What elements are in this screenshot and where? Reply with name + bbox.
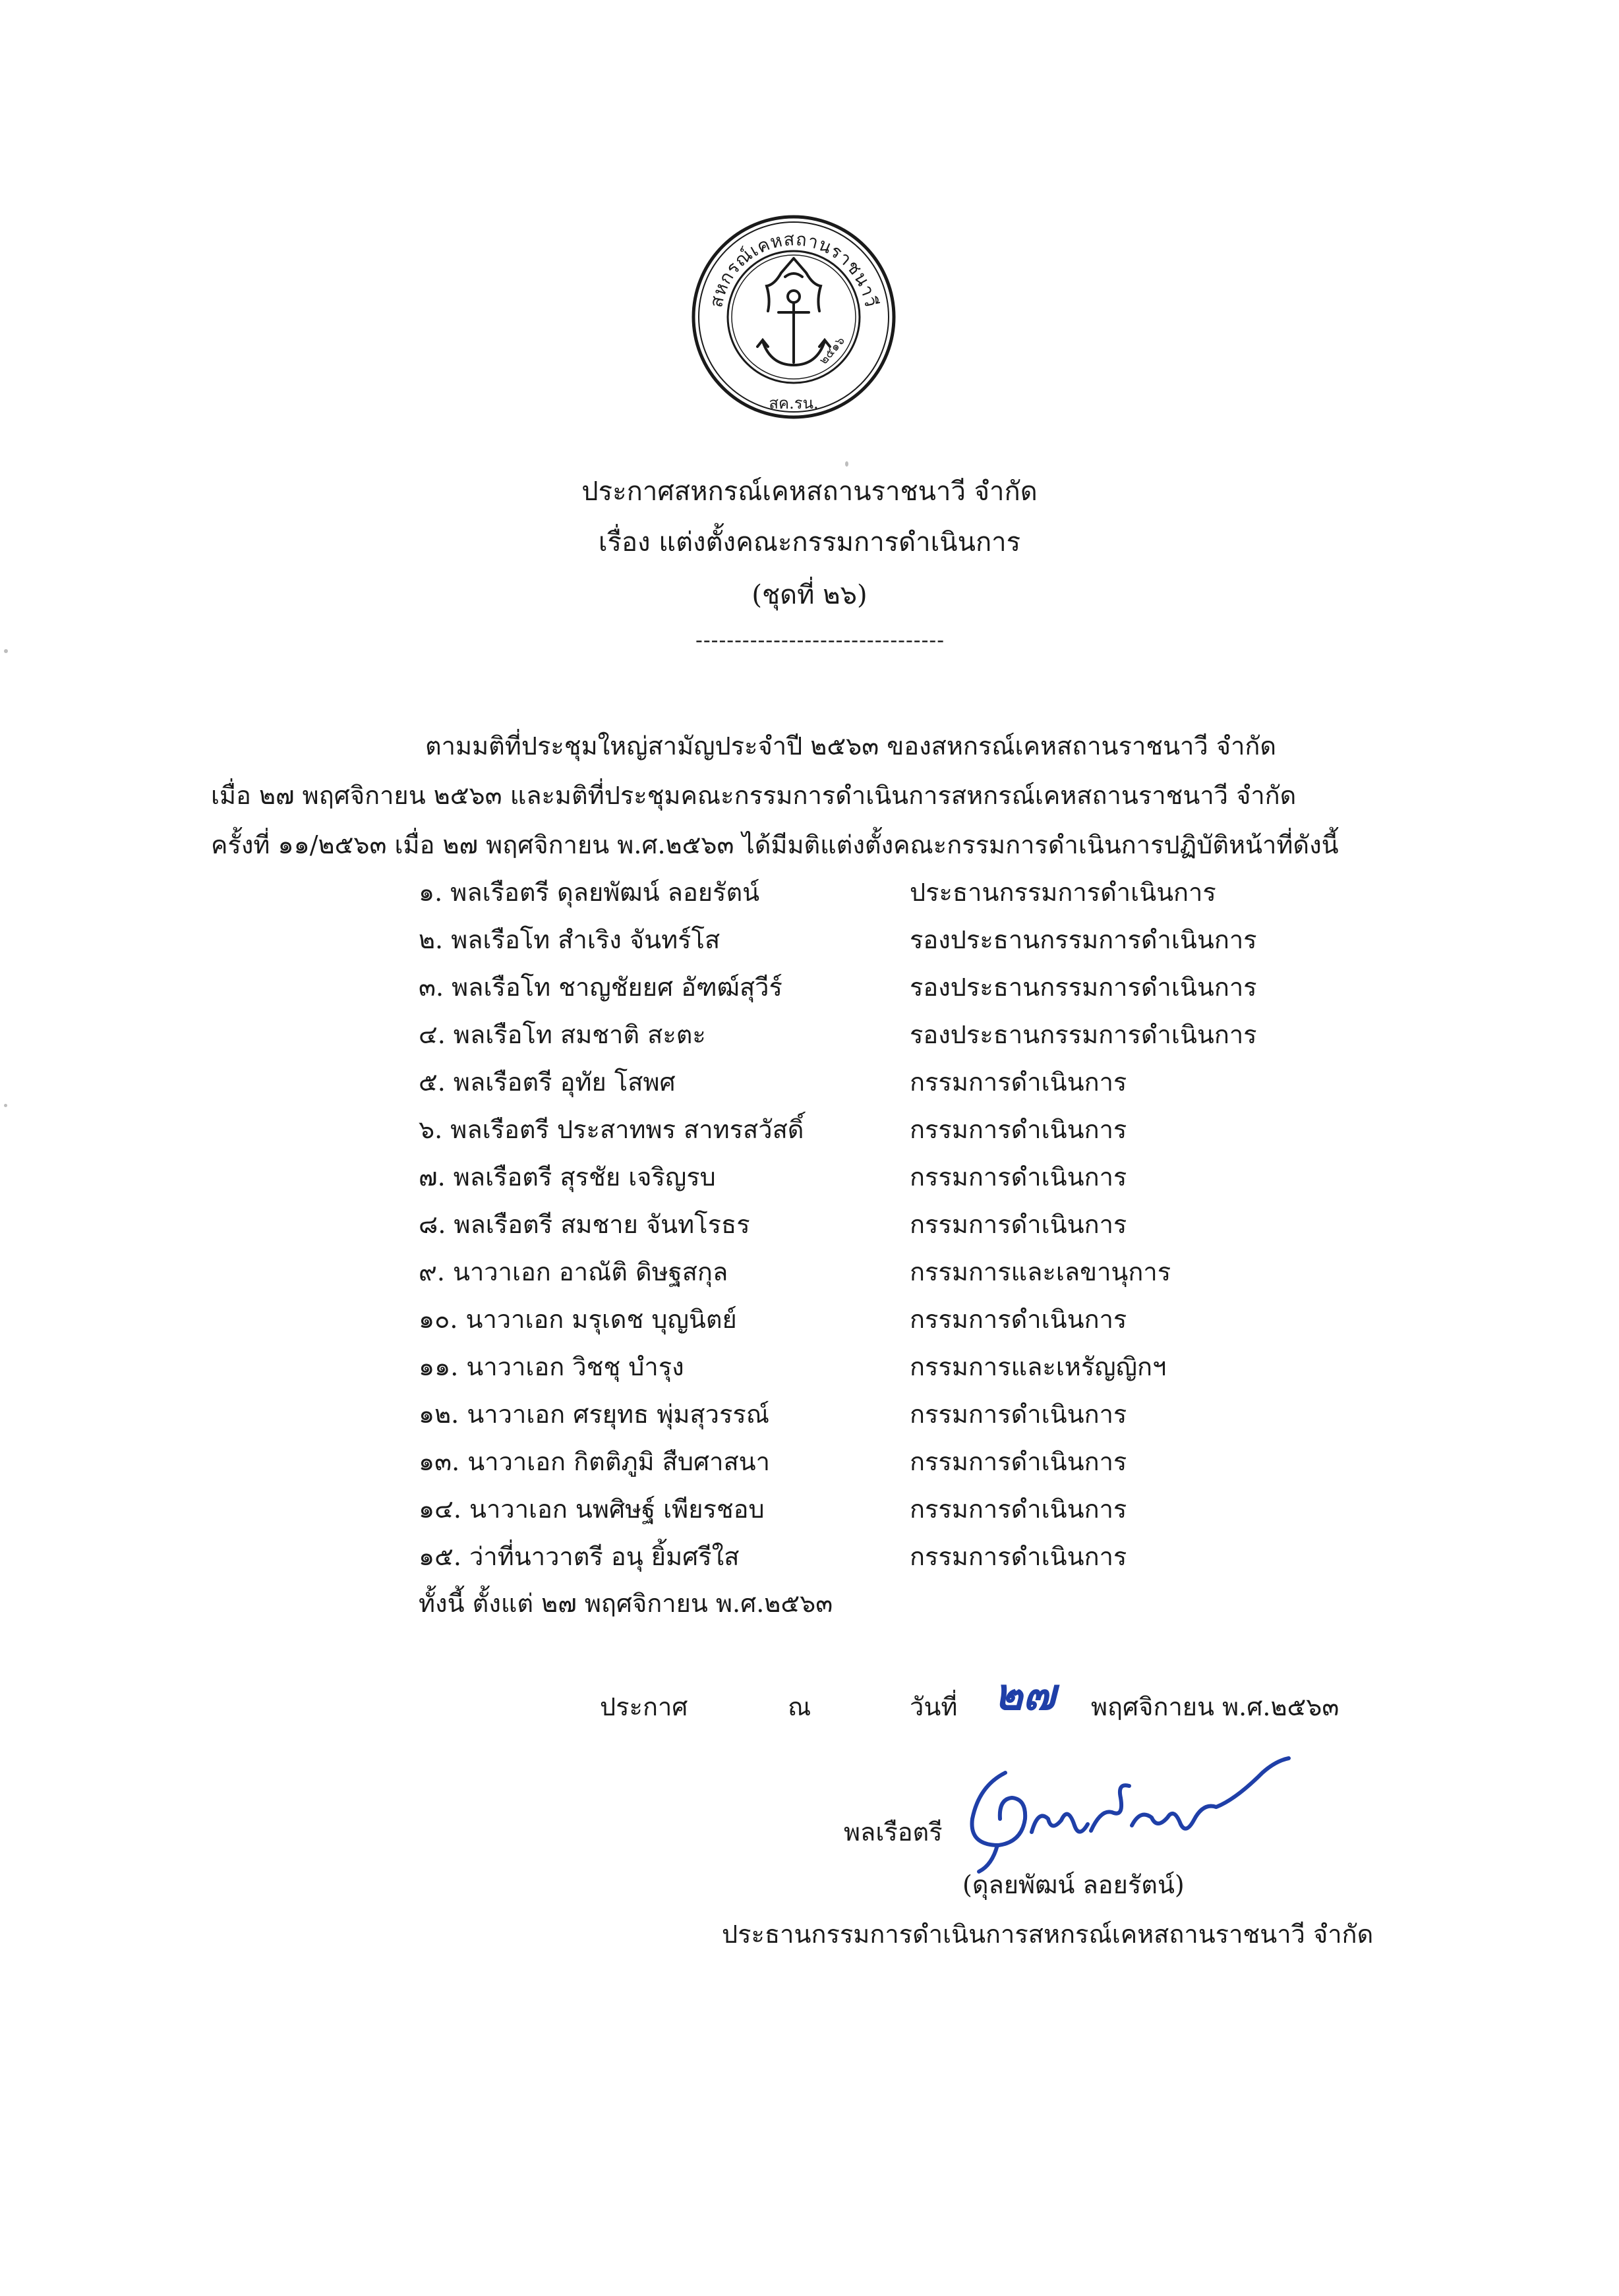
member-role: กรรมการและเลขานุการ [910,1257,1171,1286]
list-item [419,1391,1539,1438]
list-item [419,1533,1539,1580]
anchor-icon [757,258,830,365]
announcement-subject: เรื่อง แต่งตั้งคณะกรรมการดำเนินการ [598,527,1021,558]
announcement-title: ประกาศสหกรณ์เคหสถานราชนาวี จำกัด [581,476,1038,507]
member-name: ๑๕. ว่าที่นาวาตรี อนุ ยิ้มศรีใส [419,1542,740,1571]
list-item [419,1248,1539,1296]
announce-label: ประกาศ [600,1692,688,1721]
seal-abbr: สค.รน. [769,394,819,413]
member-role: รองประธานกรรมการดำเนินการ [910,973,1257,1002]
signer-rank: พลเรือตรี [844,1818,943,1847]
list-item [419,1201,1539,1248]
member-role: ประธานกรรมการดำเนินการ [910,878,1216,907]
handwritten-day [989,1661,1088,1720]
member-role: กรรมการดำเนินการ [910,1400,1127,1429]
member-name: ๓. พลเรือโท ชาญชัยยศ อัฑฒ์สุวีร์ [419,973,782,1002]
member-name: ๔. พลเรือโท สมชาติ สะตะ [419,1020,706,1049]
effective-date: ทั้งนี้ ตั้งแต่ ๒๗ พฤศจิกายน พ.ศ.๒๕๖๓ [419,1589,833,1618]
committee-member-list [419,869,1539,1580]
member-role: กรรมการดำเนินการ [910,1305,1127,1334]
announce-at-label: ณ [788,1692,811,1721]
member-role: กรรมการดำเนินการ [910,1542,1127,1571]
list-item [419,1153,1539,1201]
list-item [419,916,1539,963]
handwritten-day-text: ๒๗ [994,1669,1056,1720]
announce-month-year: พฤศจิกายน พ.ศ.๒๕๖๓ [1091,1692,1339,1721]
announcement-set-number: (ชุดที่ ๒๖) [751,580,868,610]
member-name: ๑๒. นาวาเอก ศรยุทธ พุ่มสุวรรณ์ [419,1400,770,1429]
list-item [419,1058,1539,1106]
announce-day-label: วันที่ [910,1692,958,1721]
scan-speck [4,1104,7,1107]
member-name: ๖. พลเรือตรี ประสาทพร สาทรสวัสดิ์ [419,1115,804,1144]
member-name: ๘. พลเรือตรี สมชาย จันทโรธร [419,1210,750,1239]
member-role: กรรมการดำเนินการ [910,1068,1127,1097]
member-name: ๕. พลเรือตรี อุทัย โสพศ [419,1068,676,1097]
member-role: รองประธานกรรมการดำเนินการ [910,1020,1257,1049]
list-item [419,1011,1539,1058]
body-line-3: ครั้งที่ ๑๑/๒๕๖๓ เมื่อ ๒๗ พฤศจิกายน พ.ศ.๒๕๖๓ ได้มีมติแต่งตั้งคณะกรรมการดำเนินการปฏิบัติหน้าที่ดังนี้ [211,830,1339,859]
member-name: ๑. พลเรือตรี ดุลยพัฒน์ ลอยรัตน์ [419,878,760,907]
signature [959,1746,1295,1878]
member-role: กรรมการดำเนินการ [910,1210,1127,1239]
member-name: ๑๓. นาวาเอก กิตติภูมิ สืบศาสนา [419,1447,770,1476]
list-item [419,1296,1539,1343]
cooperative-seal [689,212,898,422]
body-line-1: ตามมติที่ประชุมใหญ่สามัญประจำปี ๒๕๖๓ ของสหกรณ์เคหสถานราชนาวี จำกัด [425,732,1277,761]
member-role: กรรมการดำเนินการ [910,1495,1127,1524]
member-name: ๑๐. นาวาเอก มรุเดช บุญนิตย์ [419,1305,737,1334]
scan-speck [4,649,8,653]
member-name: ๒. พลเรือโท สำเริง จันทร์โส [419,925,721,954]
list-item [419,963,1539,1011]
body-line-2: เมื่อ ๒๗ พฤศจิกายน ๒๕๖๓ และมติที่ประชุมคณะกรรมการดำเนินการสหกรณ์เคหสถานราชนาวี จำกัด [211,781,1297,810]
heading-divider: -------------------------------- [695,627,945,652]
list-item [419,1485,1539,1533]
list-item [419,869,1539,916]
member-role: รองประธานกรรมการดำเนินการ [910,925,1257,954]
scan-speck [845,461,848,467]
seal-arc-text: สหกรณ์เคหสถานราชนาวี [706,229,881,310]
member-role: กรรมการดำเนินการ [910,1447,1127,1476]
svg-text:สหกรณ์เคหสถานราชนาวี [706,229,881,309]
signer-name: (ดุลยพัฒน์ ลอยรัตน์) [962,1870,1185,1899]
list-item [419,1438,1539,1485]
list-item [419,1106,1539,1153]
seal-year: ๒๕๑๖ [816,333,848,368]
signer-title: ประธานกรรมการดำเนินการสหกรณ์เคหสถานราชนาวี จำกัด [722,1920,1374,1949]
member-role: กรรมการและเหรัญญิกฯ [910,1352,1167,1381]
member-role: กรรมการดำเนินการ [910,1115,1127,1144]
member-name: ๑๑. นาวาเอก วิชชุ บำรุง [419,1352,684,1381]
member-name: ๙. นาวาเอก อาณัติ ดิษฐสกุล [419,1257,728,1286]
member-name: ๑๔. นาวาเอก นพศิษฐ์ เพียรชอบ [419,1495,765,1524]
list-item [419,1343,1539,1391]
member-role: กรรมการดำเนินการ [910,1162,1127,1191]
member-name: ๗. พลเรือตรี สุรชัย เจริญรบ [419,1162,716,1191]
